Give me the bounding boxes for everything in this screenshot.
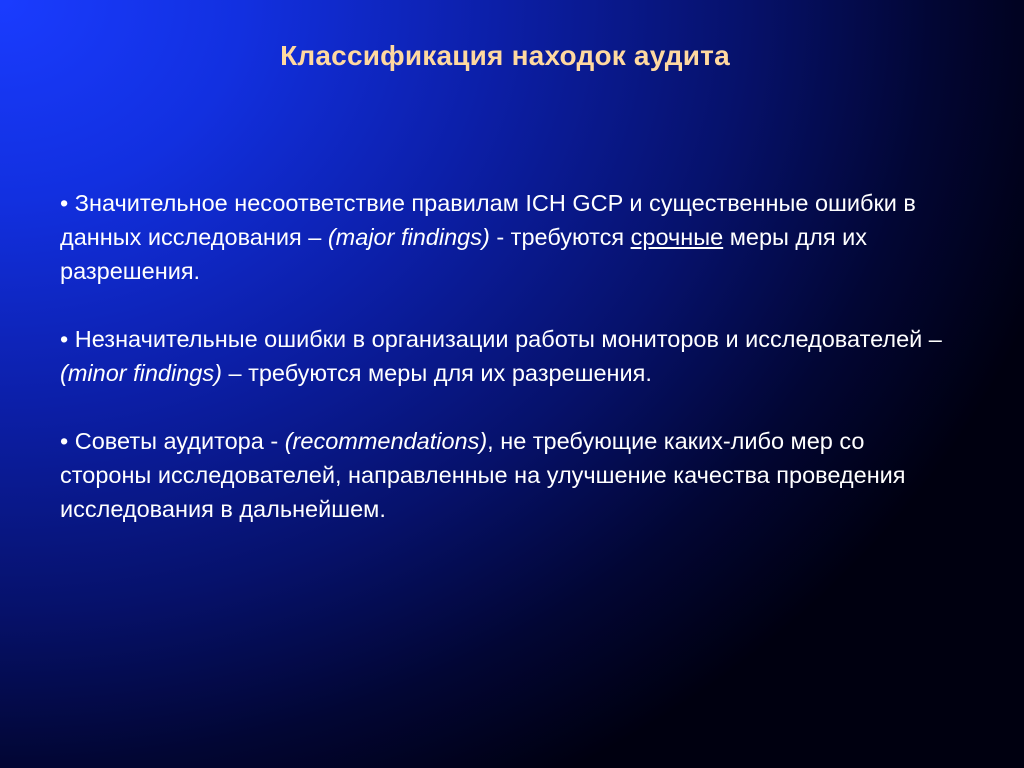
bullet-text: – требуются меры для их разрешения. <box>221 360 652 386</box>
term-minor-findings: (minor findings) <box>60 360 222 386</box>
bullet-item-major <box>60 186 960 288</box>
term-major-findings: (major findings) <box>327 224 490 250</box>
underlined-word: срочные <box>630 224 724 250</box>
bullet-item-minor <box>60 322 960 390</box>
term-recommendations: (recommendations) <box>284 428 488 454</box>
bullet-text: Советы аудитора - <box>74 428 285 454</box>
slide-title: Классификация находок аудита <box>280 40 730 71</box>
bullet-item-recommendations <box>60 424 960 526</box>
bullet-text: - требуются <box>489 224 631 250</box>
bullet-marker: • <box>60 326 69 352</box>
bullet-marker: • <box>60 428 69 454</box>
bullet-text: Значительное несоответствие правилам ICH GCP и существенные ошибки в данных исследования – <box>60 190 916 250</box>
bullet-text: Незначительные ошибки в организации работы мониторов и исследователей – <box>74 326 942 352</box>
bullet-list <box>60 186 960 560</box>
bullet-text: меры для их разрешения. <box>60 224 867 284</box>
bullet-marker: • <box>60 190 69 216</box>
bullet-text: , не требующие каких-либо мер со стороны исследователей, направленные на улучшение качества проведения исследования в дальнейшем. <box>60 428 906 522</box>
